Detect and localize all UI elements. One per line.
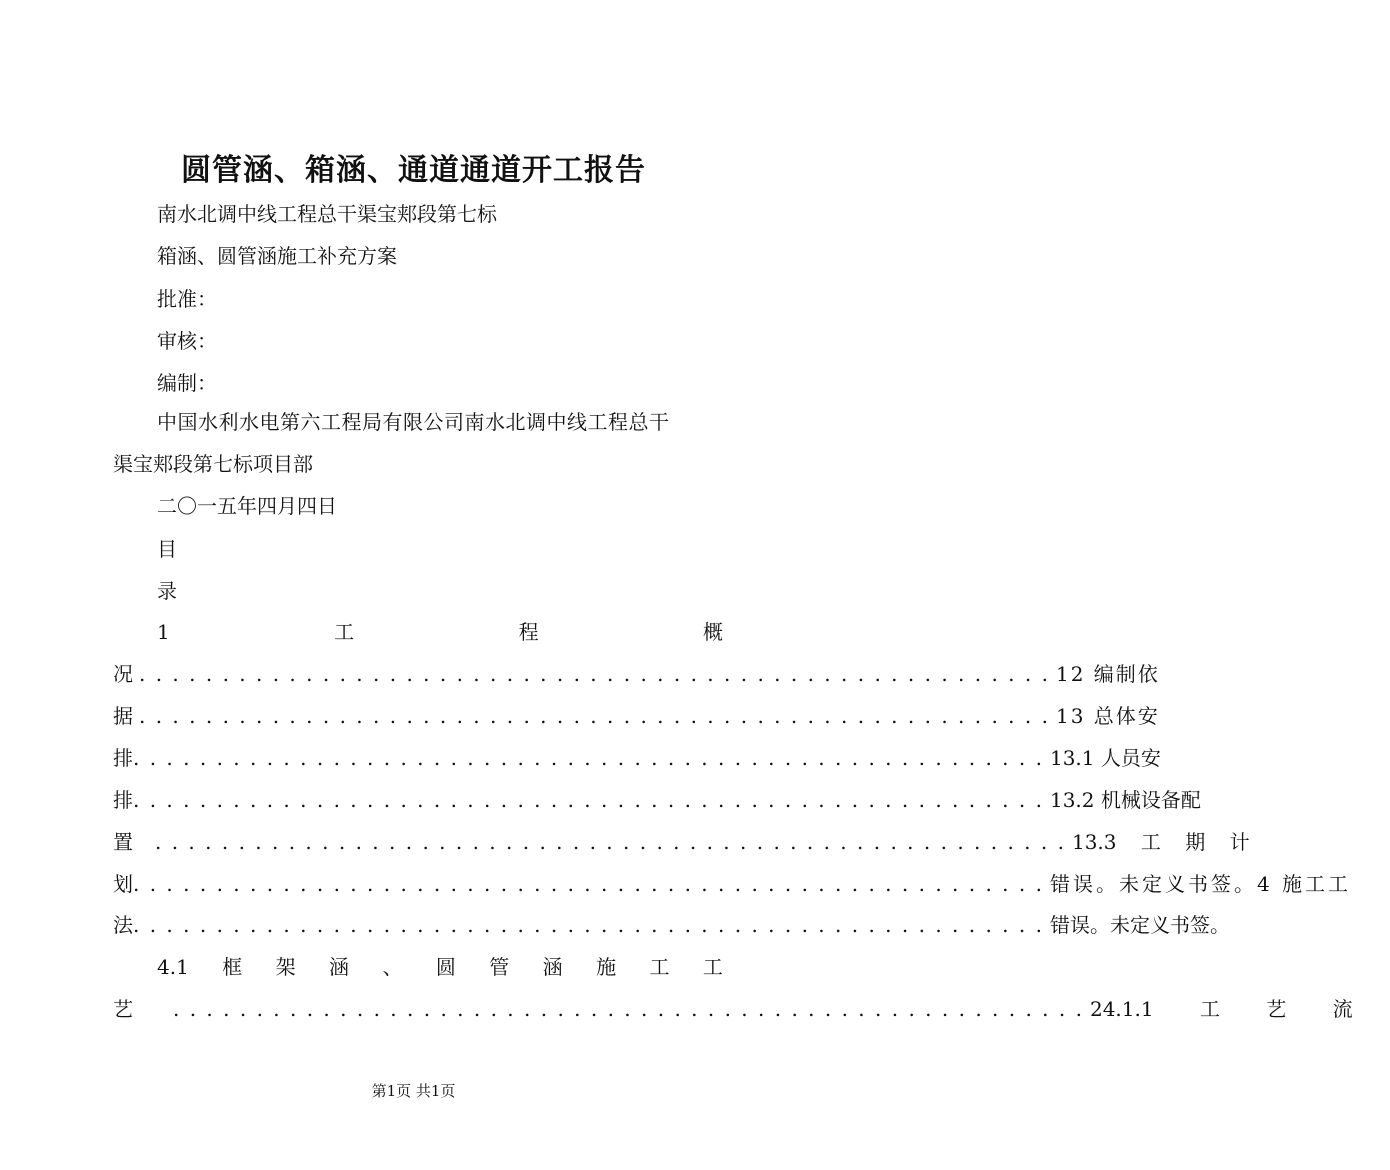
toc-entry-4: [113, 744, 1161, 772]
toc-word: 框: [222, 955, 243, 979]
toc-dots: . . . . . . . . . . . . . . . . . . . . . . . . . . . . . . . . . . . . . . . . . . . . . . . . . . . . . . .: [139, 704, 1050, 728]
toc-entry-6: [113, 828, 1250, 856]
toc-dots: . . . . . . . . . . . . . . . . . . . . . . . . . . . . . . . . . . . . . . . . . . . . . . . . . . . . . . .: [139, 662, 1050, 686]
toc-word: 1: [157, 620, 170, 644]
toc-entry-1: [157, 618, 723, 646]
toc-pre: 艺: [113, 997, 133, 1021]
toc-post: 13.2 机械设备配: [1049, 788, 1201, 812]
toc-post: 13.3 工 期 计: [1071, 830, 1250, 854]
toc-entry-3: [113, 702, 1160, 730]
report-date: 二〇一五年四月四日: [157, 494, 337, 518]
toc-word: 工: [334, 620, 355, 644]
toc-pre: 据: [113, 704, 133, 728]
toc-heading-2: 录: [157, 579, 177, 603]
toc-pre: 划: [113, 872, 133, 896]
toc-word: 工: [702, 955, 723, 979]
project-name: 南水北调中线工程总干渠宝郏段第七标: [157, 202, 497, 226]
toc-word: 工: [649, 955, 670, 979]
toc-dots: . . . . . . . . . . . . . . . . . . . . . . . . . . . . . . . . . . . . . . . . . . . . . . . . . . . . . . .: [173, 997, 1084, 1021]
toc-pre: 排: [113, 788, 133, 812]
toc-pre: 置: [113, 830, 133, 854]
toc-word: 程: [518, 620, 539, 644]
document-title: 圆管涵、箱涵、通道通道开工报告: [181, 153, 646, 188]
toc-post: 24.1.1 工 艺 流: [1089, 997, 1353, 1021]
toc-post: 13.1 人员安: [1049, 746, 1161, 770]
toc-entry-8: [113, 911, 1230, 939]
toc-word: 施: [596, 955, 617, 979]
review-label: 审核：: [157, 329, 217, 353]
toc-post: 12 编制依: [1055, 662, 1160, 686]
toc-dots: . . . . . . . . . . . . . . . . . . . . . . . . . . . . . . . . . . . . . . . . . . . . . . . . . . . . . . .: [133, 788, 1044, 812]
toc-dots: . . . . . . . . . . . . . . . . . . . . . . . . . . . . . . . . . . . . . . . . . . . . . . . . . . . . . . .: [133, 746, 1044, 770]
document-name: 箱涵、圆管涵施工补充方案: [157, 244, 397, 268]
page-footer: 第1页 共1页: [371, 1082, 456, 1100]
toc-post: 13 总体安: [1055, 704, 1160, 728]
toc-dots: . . . . . . . . . . . . . . . . . . . . . . . . . . . . . . . . . . . . . . . . . . . . . . . . . . . . . . .: [155, 830, 1066, 854]
toc-pre: 法: [113, 913, 133, 937]
toc-entry-10: [113, 995, 1353, 1023]
toc-word: 圆: [435, 955, 456, 979]
toc-word: 4.1: [157, 955, 189, 979]
toc-dots: . . . . . . . . . . . . . . . . . . . . . . . . . . . . . . . . . . . . . . . . . . . . . . . . . . . . . . .: [133, 872, 1044, 896]
organization-line-2: 渠宝郏段第七标项目部: [113, 452, 313, 476]
toc-pre: 排: [113, 746, 133, 770]
approve-label: 批准：: [157, 287, 217, 311]
toc-entry-5: [113, 786, 1201, 814]
toc-word: 架: [275, 955, 296, 979]
toc-pre: 况: [113, 662, 133, 686]
toc-word: 管: [489, 955, 510, 979]
toc-entry-9: [157, 953, 723, 981]
toc-word: 涵: [329, 955, 350, 979]
toc-heading-1: 目: [157, 537, 177, 561]
toc-post: 错误。未定义书签。: [1049, 913, 1230, 937]
compile-label: 编制：: [157, 371, 217, 395]
toc-entry-7: [113, 870, 1352, 898]
organization-line-1: 中国水利水电第六工程局有限公司南水北调中线工程总干: [157, 410, 670, 434]
toc-word: 概: [703, 620, 723, 644]
toc-post: 错误。未定义书签。4 施工工: [1049, 872, 1352, 896]
toc-dots: . . . . . . . . . . . . . . . . . . . . . . . . . . . . . . . . . . . . . . . . . . . . . . . . . . . . . . .: [133, 913, 1044, 937]
toc-entry-2: [113, 660, 1160, 688]
toc-word: 涵: [542, 955, 563, 979]
toc-word: 、: [382, 955, 403, 979]
